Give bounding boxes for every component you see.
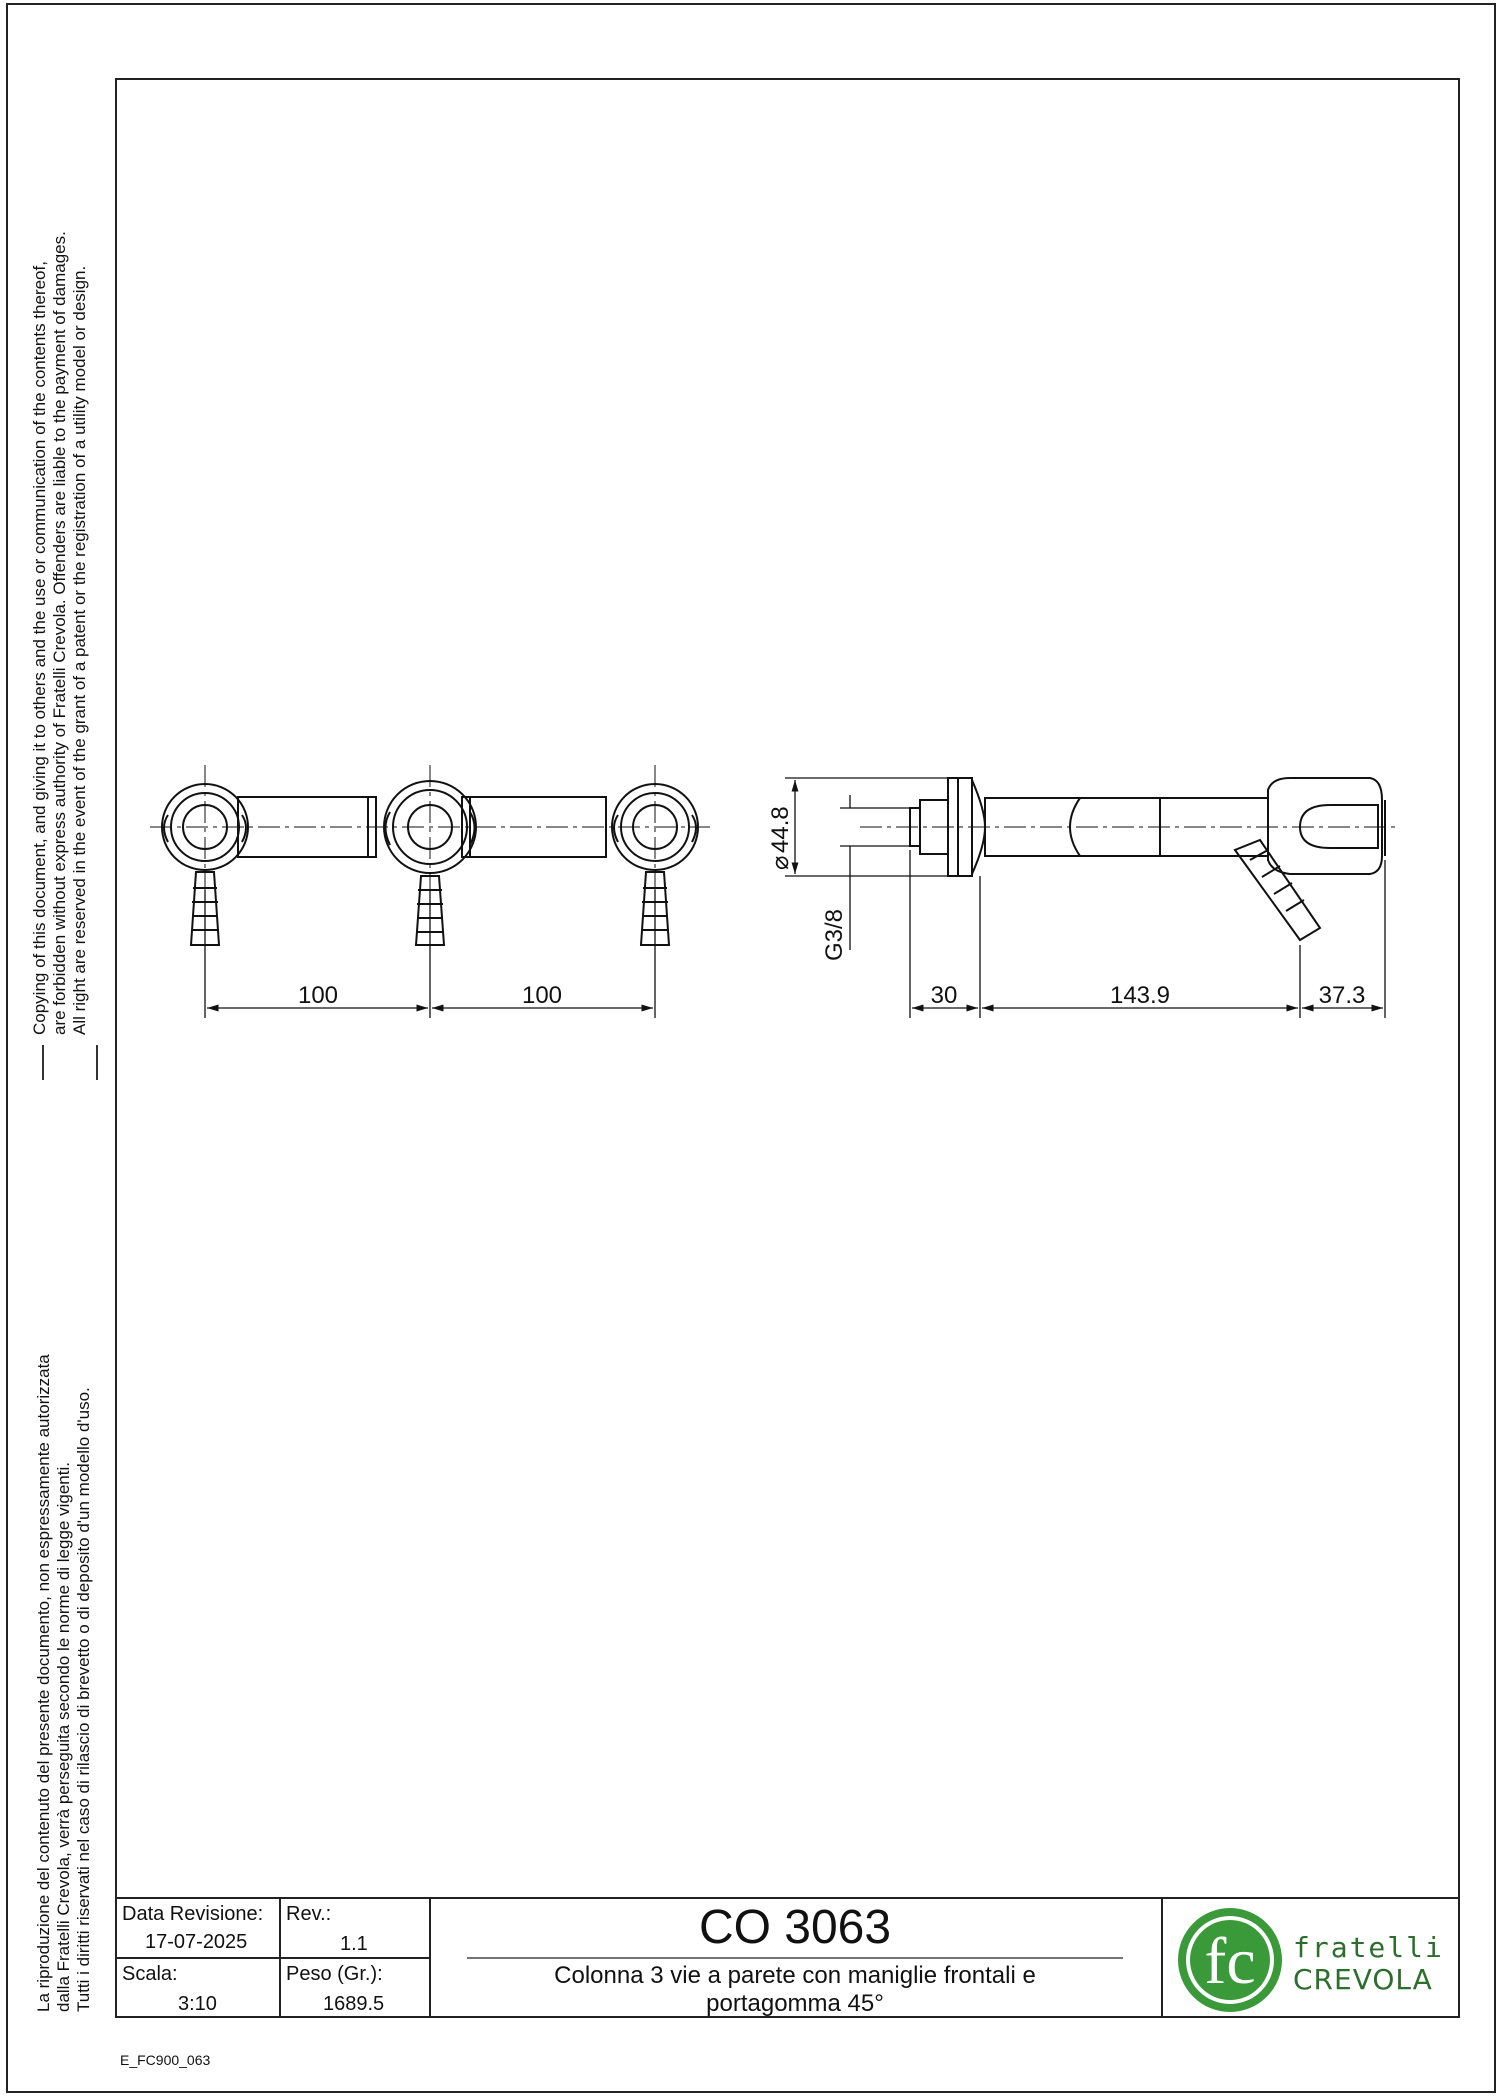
legal-notice-it-line: dalla Fratelli Crevola, verrà perseguita secondo le norme di legge vigenti.	[54, 1462, 73, 2012]
revision-date-label: Data Revisione:	[122, 1903, 264, 1925]
legal-notice-en-line: Copying of this document, and giving it to others and the use or communication of the contents thereof,	[30, 261, 49, 1035]
legal-notice-it-line: Tutti i diritti riservati nel caso di rilascio di brevetto o di deposito d'un modello d'uso.	[74, 1387, 93, 2012]
side-view	[910, 778, 1385, 940]
scale-label: Scala:	[122, 1963, 178, 1985]
description-line-2: portagomma 45°	[706, 1990, 884, 2017]
dim-diameter: 44.8	[767, 806, 794, 853]
document-id: E_FC900_063	[120, 2052, 211, 2068]
dim-side-handle: 37.3	[1318, 982, 1366, 1009]
legal-notice-it-line: La riproduzione del contenuto del presente documento, non espressamente autorizzata	[34, 1354, 53, 2012]
description-line-1: Colonna 3 vie a parete con maniglie frontali e	[554, 1962, 1036, 1989]
dim-side-wall: 30	[930, 982, 958, 1009]
revision-date-value: 17-07-2025	[145, 1931, 248, 1953]
logo-monogram: fc	[1204, 1925, 1256, 1998]
dim-diameter-symbol: ⌀	[767, 855, 794, 870]
fratelli-crevola-logo	[1175, 1905, 1445, 2015]
logo-brand-line1: fratelli	[1293, 1931, 1444, 1964]
dim-front-spacing-1: 100	[297, 982, 339, 1009]
dim-front-spacing-2: 100	[521, 982, 563, 1009]
weight-value: 1689.5	[323, 1993, 385, 2015]
product-description	[470, 1962, 1120, 2018]
legal-notice-en-line: are forbidden without express authority of Fratelli Crevola. Offenders are liable to the payment of damages.	[50, 231, 69, 1035]
logo-brand-line2: CREVOLA	[1293, 1963, 1433, 1996]
weight-label: Peso (Gr.):	[286, 1963, 383, 1985]
product-code: CO 3063	[698, 1901, 892, 1954]
rev-label: Rev.:	[286, 1903, 332, 1925]
dim-thread: G3/8	[821, 908, 848, 961]
legal-notice-en-line: All right are reserved in the event of the grant of a patent or the registration of a utility model or design.	[70, 265, 89, 1035]
logo-emblem	[1175, 1905, 1445, 2015]
rev-value: 1.1	[340, 1933, 368, 1955]
dim-side-body: 143.9	[1109, 982, 1171, 1009]
scale-value: 3:10	[178, 1993, 217, 2015]
